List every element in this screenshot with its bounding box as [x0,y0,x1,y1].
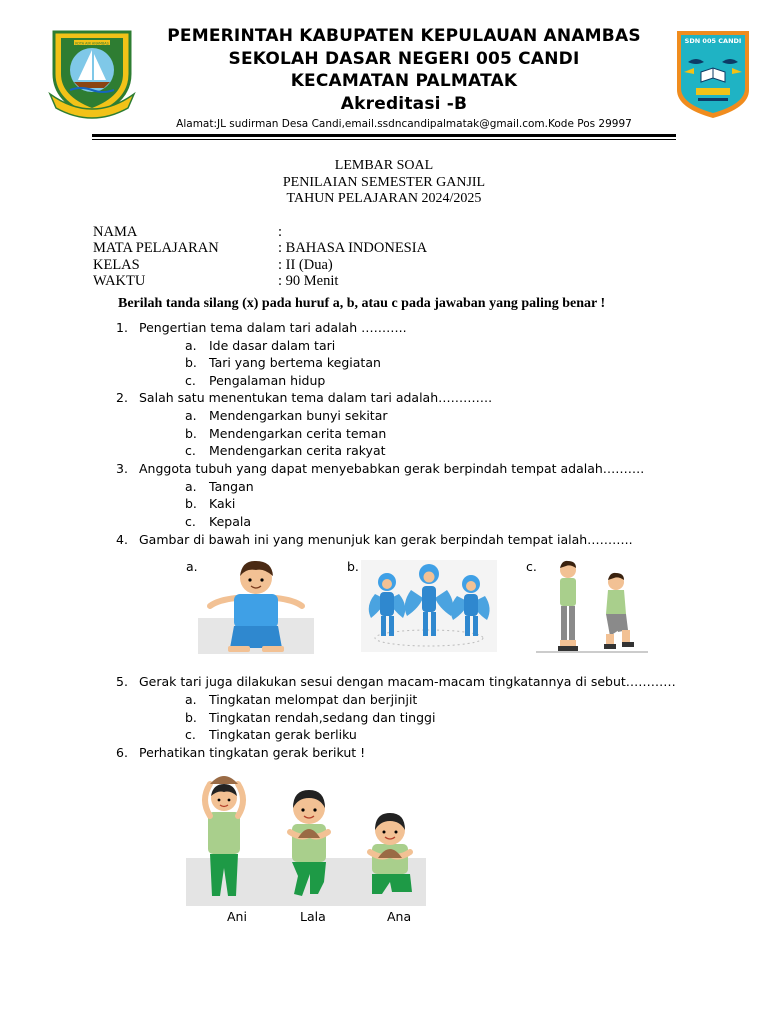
option-letter: c. [185,514,196,529]
option-letter: a. [185,692,197,707]
identity-label-time: WAKTU [93,273,146,289]
question-text: Pengertian tema dalam tari adalah ……….. [139,320,407,335]
academic-year: TAHUN PELAJARAN 2024/2025 [286,191,482,206]
question-number: 6. [116,745,128,760]
option-letter: b. [185,496,197,511]
option-text: Pengalaman hidup [209,373,326,388]
question-number: 5. [116,674,128,689]
option-text: Tangan [209,479,254,494]
option-text: Kaki [209,496,236,511]
exam-name: PENILAIAN SEMESTER GANJIL [282,175,486,190]
movement-levels-illustration [186,770,426,906]
picture-option-letter: b. [347,559,359,574]
option-text: Tingkatan gerak berliku [209,727,357,742]
option-text: Ide dasar dalam tari [209,338,336,353]
option-text: Kepala [209,514,251,529]
option-letter: b. [185,710,197,725]
question-number: 4. [116,532,128,547]
bird-dance-illustration [361,560,497,652]
letterhead-district: KECAMATAN PALMATAK [290,71,518,91]
option-text: Tingkatan melompat dan berjinjit [209,692,418,707]
instruction-text: Berilah tanda silang (x) pada huruf a, b, atau c pada jawaban yang paling benar ! [118,296,606,311]
question-number: 3. [116,461,128,476]
option-letter: c. [185,443,196,458]
identity-label-subject: MATA PELAJARAN [93,240,219,256]
figure-name-ani: Ani [227,909,247,924]
school-badge-caption: SDN 005 CANDI [684,37,742,45]
letterhead-divider-thick [92,134,676,137]
identity-value-subject: : BAHASA INDONESIA [278,240,428,256]
option-text: Tingkatan rendah,sedang dan tinggi [209,710,436,725]
letterhead-school-name: SEKOLAH DASAR NEGERI 005 CANDI [228,49,580,69]
option-letter: c. [185,727,196,742]
identity-label-name: NAMA [93,224,138,240]
figure-name-ana: Ana [387,909,412,924]
option-letter: a. [185,479,197,494]
figure-name-lala: Lala [300,909,326,924]
question-text: Gerak tari juga dilakukan sesui dengan macam-macam tingkatannya di sebut………… [139,674,676,689]
option-letter: b. [185,426,197,441]
picture-option-letter: a. [186,559,198,574]
question-number: 2. [116,390,128,405]
sheet-title: LEMBAR SOAL [334,158,434,173]
identity-value-name: : [278,224,283,240]
letterhead [0,0,768,142]
option-text: Tari yang bertema kegiatan [209,355,381,370]
kneeling-boy-illustration [198,558,314,654]
letterhead-address: Alamat:JL sudirman Desa Candi,email.ssdncandipalmatak@gmail.com.Kode Pos 29997 [176,118,632,130]
option-letter: c. [185,373,196,388]
option-letter: a. [185,338,197,353]
question-text: Salah satu menentukan tema dalam tari adalah…………. [139,390,493,405]
option-letter: a. [185,408,197,423]
question-number: 1. [116,320,128,335]
regency-emblem-caption: KOTA AIR ANAMBAS [75,41,109,46]
question-text: Perhatikan tingkatan gerak berikut ! [139,745,366,760]
option-text: Mendengarkan bunyi sekitar [209,408,388,423]
moving-boys-illustration [536,556,648,656]
letterhead-accreditation: Akreditasi -B [340,94,468,114]
option-text: Mendengarkan cerita rakyat [209,443,386,458]
question-text: Gambar di bawah ini yang menunjuk kan gerak berpindah tempat ialah……….. [139,532,633,547]
identity-value-class: : II (Dua) [278,257,333,273]
letterhead-divider-thin [92,139,676,140]
picture-option-letter: c. [526,559,537,574]
letterhead-government: PEMERINTAH KABUPATEN KEPULAUAN ANAMBAS [167,26,641,46]
identity-label-class: KELAS [93,257,140,273]
option-text: Mendengarkan cerita teman [209,426,387,441]
identity-value-time: : 90 Menit [278,273,339,289]
question-text: Anggota tubuh yang dapat menyebabkan gerak berpindah tempat adalah………. [139,461,645,476]
option-letter: b. [185,355,197,370]
